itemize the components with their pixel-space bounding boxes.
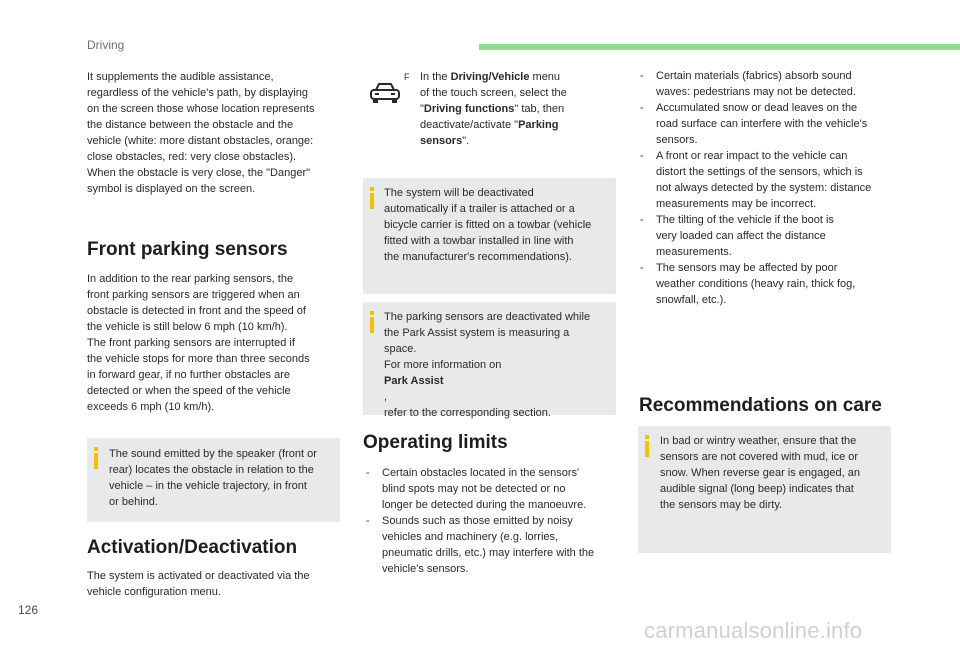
note-trailer-deactivation: The system will be deactivated automatically if a trailer is attached or a bicycle carrier is fitted on a towbar (vehicle fitted with a towbar installed in line with the manufacturer's recommendations). [363,178,616,294]
instruction-step: F In the Driving/Vehicle menu of the touch screen, select the "Driving functions" tab, then deactivate/activate "Parking sensors". [404,71,567,147]
note-care-weather: In bad or wintry weather, ensure that the sensors are not covered with mud, ice or snow. When reverse gear is engaged, an audible signal (long beep) indicates that the sensors may be dirty. [638,426,891,553]
heading-front-parking-sensors: Front parking sensors [87,239,288,260]
info-tip-icon [645,435,649,457]
note-park-assist: The parking sensors are deactivated while the Park Assist system is measuring a space. For more information on Park Assist , refer to the corresponding section. [363,302,616,415]
operating-limits-list-2 [640,68,895,308]
activation-paragraph: The system is activated or deactivated via the vehicle configuration menu. [87,570,310,598]
list-item: - Certain materials (fabrics) absorb sound waves: pedestrians may not be detected. [640,68,895,100]
list-item: - The tilting of the vehicle if the boot is very loaded can affect the distance measurements. [640,212,895,260]
step-arrow-icon: F [404,72,410,82]
info-tip-icon [370,311,374,333]
list-item: - The sensors may be affected by poor weather conditions (heavy rain, thick fog, snowfall, etc.). [640,260,895,308]
intro-paragraph: It supplements the audible assistance, regardless of the vehicle's path, by displaying on the screen those whose location represents the distance between the obstacle and the vehicle (white: more distant obstacles, orange: close obstacles, red: very close obstacles). When the obstacle is very close, the "Danger" symbol is displayed on the screen. [87,71,315,195]
car-front-icon [368,80,402,106]
list-item: - Certain obstacles located in the sensors' blind spots may not be detected or no longer be detected during the manoeuvre. [366,465,616,513]
heading-recommendations-on-care: Recommendations on care [639,395,882,416]
operating-limits-list-1 [366,465,616,577]
watermark: carmanualsonline.info [644,618,863,643]
chapter-label: Driving [87,38,125,52]
chapter-accent-bar [479,44,960,50]
list-item: - Sounds such as those emitted by noisy vehicles and machinery (e.g. lorries, pneumatic drills, etc.) may interfere with the vehicle's sensors. [366,513,616,577]
front-sensors-paragraph: In addition to the rear parking sensors, the front parking sensors are triggered when an obstacle is detected in front and the speed of the vehicle is still below 6 mph (10 km/h). The front parking sensors are interrupted if the vehicle stops for more than three seconds in forward gear, if no further obstacles are detected or when the speed of the vehicle exceeds 6 mph (10 km/h). [87,273,310,413]
note-speaker-sound: The sound emitted by the speaker (front or rear) locates the obstacle in relation to the vehicle – in the vehicle trajectory, in front or behind. [87,438,340,522]
info-tip-icon [370,187,374,209]
heading-operating-limits: Operating limits [363,432,508,453]
list-item: - A front or rear impact to the vehicle can distort the settings of the sensors, which is not always detected by the system: distance measurements may be incorrect. [640,148,895,212]
list-item: - Accumulated snow or dead leaves on the road surface can interfere with the vehicle's sensors. [640,100,895,148]
info-tip-icon [94,447,98,469]
page-number: 126 [18,603,39,617]
heading-activation-deactivation: Activation/Deactivation [87,537,298,558]
